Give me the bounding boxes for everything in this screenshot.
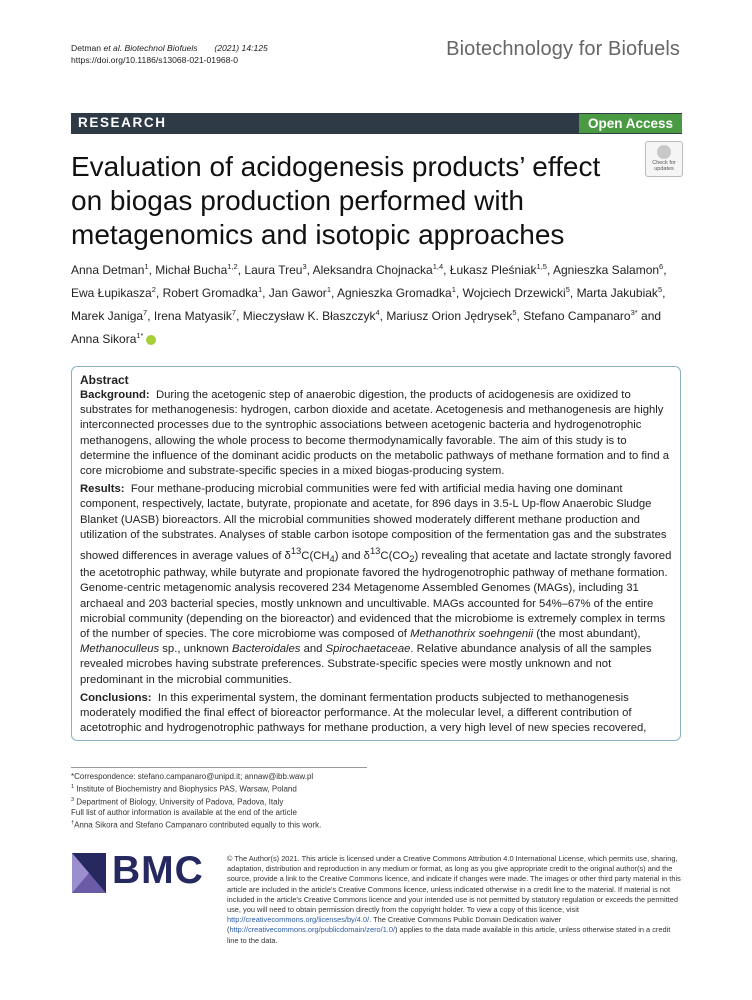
results-text: C(CO <box>380 549 410 562</box>
author-name: Anna Detman <box>71 263 145 277</box>
author-name: Ewa Łupikasza <box>71 286 152 300</box>
conclusions-label: Conclusions: <box>80 691 152 704</box>
author-name: Michał Bucha <box>155 263 228 277</box>
author-entry <box>450 263 547 277</box>
author-affiliation-sup: 3 <box>302 262 307 271</box>
license-part: ) applies to the data made available in this article, unless otherwise stated in a credit line to the data. <box>227 925 671 945</box>
author-affiliation-sup: 1,5 <box>536 262 547 271</box>
author-affiliation-sup: 1 <box>451 285 456 294</box>
author-entry <box>577 286 663 300</box>
species-name: Methanothrix soehngenii <box>410 628 534 641</box>
affiliation-3 <box>71 795 451 808</box>
author-entry <box>553 263 663 277</box>
full-list-note: Full list of author information is available at the end of the article <box>71 807 297 817</box>
author-affiliation-sup: 5 <box>512 308 517 317</box>
results-text: Four methane-producing microbial communities were fed with artificial media having one dominant component, respectively, lactate, butyrate, propionate and acetate, for 896 days in 3.5-L Up-flow Anaerobic Sludge Blanket (UASB) bioreactors. All the microbial communities showed moderately different methane production and utilization of the substrates. Analyses of stable carbon isotope composition of the fermentation gas and the substrates showed differences in average values of δ <box>80 483 667 562</box>
bmc-logo-text: BMC <box>112 849 204 892</box>
author-affiliation-sup: 1 <box>144 262 149 271</box>
author-entry <box>71 263 149 277</box>
subscript: 4 <box>329 553 335 565</box>
author-affiliation-sup: 1,4 <box>432 262 444 271</box>
license-part: . The Creative Commons Public Domain Dedication waiver ( <box>227 915 562 935</box>
affiliation-1 <box>71 782 451 795</box>
author-list: Anna Detman$^1$, Michał Bucha$^{1,2}$, Laura Treu$^3$, Aleksandra Chojnacka$^{1,4}$, Łukasz Pleśniak$^{1,5}$, Agnieszka Salamon$^6$, Ewa Łupikasza$^2$, Robert Gromadka$^1$, Jan Gawor$^1$, Agnieszka Gromadka$^1$, Wojciech Drzewicki$^5$, Marta Jakubiak$^5$, Marek Janiga$^7$, Irena Matyasik$^7$, Mieczysław K. Błaszczyk$^4$, Mariusz Orion Jędrysek$^5$, Stefano Campanaro$^{3*}$ and Anna Sikora$^{1*}$ <box>71 262 667 346</box>
results-text: ) revealing that acetate and lactate strongly favored the acetotrophic pathway, while butyrate and propionate favored the hydrogenotrophic pathway of methane formation. Genome-centric metagenomic analysis recovered 234 Metagenome Assembled Genomes (MAGs), including 31 archaeal and 203 bacterial species, mostly unknown and uncultivable. MAGs accounted for 54%–67% of the entire microbial community (depending on the bioreactor) and evidenced that the microbiome is extremely complex in terms of the number of species. The core microbiome was composed of <box>80 549 672 641</box>
correspondence-note: *Correspondence: stefano.campanaro@unipd.it; annaw@ibb.waw.pl <box>71 772 314 781</box>
bookmark-icon <box>657 145 671 159</box>
results-label: Results: <box>80 483 125 496</box>
section-label: RESEARCH <box>78 115 167 130</box>
footnote-divider <box>71 767 367 768</box>
results-text: C(CH <box>301 549 330 562</box>
author-name: Anna Sikora <box>71 332 137 346</box>
background-text: During the acetogenic step of anaerobic digestion, the products of acidogenesis are oxidized to substrates for methanogenesis: hydrogen, carbon dioxide and acetate. Acetogenesis and methanogenesis are highly interconnected processes due to the syntrophic associations between acetogenic bacteria and hydrogenotrophic methanogens, allowing the whole process to become thermodynamically favorable. The aim of this study is to determine the influence of the dominant acidic products on the metabolic pathways of methane formation and to find a core microbiome and substrate-specific species in a mixed biogas-producing system. <box>80 389 670 478</box>
authors-and: and <box>641 309 662 323</box>
species-name: Bacteroidales <box>232 643 301 656</box>
footnotes <box>71 772 451 831</box>
author-entry <box>244 263 306 277</box>
superscript: 3 <box>71 797 75 804</box>
author-affiliation-sup: 1* <box>136 331 144 340</box>
author-entry <box>386 309 516 323</box>
author-name: Irena Matyasik <box>153 309 232 323</box>
author-entry <box>71 309 147 323</box>
author-name: Mariusz Orion Jędrysek <box>386 309 513 323</box>
journal-name: Biotechnology for Biofuels <box>446 38 680 60</box>
superscript: 13 <box>290 545 302 557</box>
author-entry <box>243 309 380 323</box>
cc-zero-license-link[interactable]: http://creativecommons.org/publicdomain/zero/1.0/ <box>229 925 396 935</box>
license-part: © The Author(s) 2021. This article is licensed under a Creative Commons Attribution 4.0 International License, which permits use, sharing, adaptation, distribution and reproduction in any medium or format, as long as you give appropriate credit to the original author(s) and the source, provide a link to the Creative Commons licence, and indicate if changes were made. The images or other third party material in this article are included in the article’s Creative Commons licence, unless indicated otherwise in a credit line to the material. If material is not included in the article’s Creative Commons licence and your intended use is not permitted by statutory regulation or exceeds the permitted use, you will need to obtain permission directly from the copyright holder. To view a copy of this licence, visit <box>227 854 681 915</box>
results-text: sp., unknown <box>159 643 232 656</box>
results-text: (the most abundant), <box>533 628 641 641</box>
abstract-background <box>80 388 672 479</box>
abstract-conclusions <box>80 691 672 737</box>
open-access-badge: Open Access <box>579 114 682 133</box>
author-affiliation-sup: 7 <box>143 308 148 317</box>
check-for-updates-label: Check for updates <box>652 160 676 172</box>
equal-contribution-text: Anna Sikora and Stefano Campanaro contributed equally to this work. <box>74 820 322 830</box>
author-affiliation-sup: 3* <box>630 308 638 317</box>
author-name: Agnieszka Salamon <box>552 263 660 277</box>
author-name: Aleksandra Chojnacka <box>312 263 433 277</box>
species-name: Spirochaetaceae <box>325 643 411 656</box>
author-entry <box>71 286 156 300</box>
author-name: Wojciech Drzewicki <box>462 286 566 300</box>
superscript: 1 <box>71 784 75 791</box>
author-entry <box>523 309 638 323</box>
check-for-updates-button[interactable] <box>645 141 683 177</box>
author-affiliation-sup: 6 <box>659 262 664 271</box>
license-text <box>227 854 683 946</box>
subscript: 2 <box>409 553 415 565</box>
citation <box>71 42 268 66</box>
abstract-heading: Abstract <box>80 373 129 387</box>
conclusions-text: In this experimental system, the dominant fermentation products subjected to methanogenesis moderately modified the final effect of bioreactor performance. At the molecular level, a different contribution of acetotrophic and hydrogenotrophic pathways for methane production, a very high level of new species recovered, <box>80 691 647 735</box>
author-name: Agnieszka Gromadka <box>337 286 452 300</box>
author-name: Marta Jakubiak <box>576 286 658 300</box>
author-entry <box>269 286 331 300</box>
author-entry <box>163 286 263 300</box>
results-text: . Relative abundance analysis of all the samples revealed microbes having substrate preferences. Substrate-specific species were mostly unknown and not predominant in the microbial communities. <box>80 643 652 686</box>
author-name: Łukasz Pleśniak <box>449 263 537 277</box>
author-entry <box>337 286 456 300</box>
superscript: 13 <box>369 545 381 557</box>
author-affiliation-sup: 1 <box>326 285 331 294</box>
citation-author: Detman <box>71 43 102 53</box>
author-name: Jan Gawor <box>268 286 327 300</box>
author-affiliation-sup: 4 <box>375 308 380 317</box>
abstract-results <box>80 482 672 688</box>
author-affiliation-sup: 7 <box>231 308 237 317</box>
author-affiliation-sup: 1 <box>257 285 263 294</box>
author-entry <box>71 332 143 346</box>
equal-contribution-note <box>71 818 451 831</box>
affiliation-text: Department of Biology, University of Padova, Padova, Italy <box>74 797 284 807</box>
orcid-icon[interactable] <box>146 335 156 345</box>
author-affiliation-sup: 2 <box>151 285 156 294</box>
author-name: Robert Gromadka <box>162 286 258 300</box>
citation-year-volume: (2021) 14:125 <box>214 43 268 53</box>
cc-by-license-link[interactable]: http://creativecommons.org/licenses/by/4.0/ <box>227 915 370 925</box>
author-name: Laura Treu <box>244 263 303 277</box>
results-text: and <box>300 643 326 656</box>
results-text: ) and δ <box>334 549 370 562</box>
author-name: Stefano Campanaro <box>523 309 631 323</box>
author-affiliation-sup: 5 <box>565 285 570 294</box>
author-affiliation-sup: 1,2 <box>227 262 238 271</box>
background-label: Background: <box>80 389 150 401</box>
author-name: Mieczysław K. Błaszczyk <box>242 309 376 323</box>
article-title: Evaluation of acidogenesis products’ effect on biogas production performed with metagenomics and isotopic approaches <box>71 151 601 250</box>
abstract <box>80 373 672 739</box>
author-entry <box>463 286 570 300</box>
author-entry <box>313 263 444 277</box>
author-entry <box>154 309 236 323</box>
author-name: Marek Janiga <box>71 309 144 323</box>
citation-journal: et al. Biotechnol Biofuels <box>103 43 198 53</box>
citation-doi-link[interactable]: https://doi.org/10.1186/s13068-021-01968-0 <box>71 55 239 65</box>
author-entry <box>155 263 237 277</box>
species-name: Methanoculleus <box>80 643 160 656</box>
affiliation-text: Institute of Biochemistry and Biophysics PAS, Warsaw, Poland <box>74 784 297 794</box>
author-affiliation-sup: 5 <box>657 285 663 294</box>
superscript: † <box>71 820 75 827</box>
